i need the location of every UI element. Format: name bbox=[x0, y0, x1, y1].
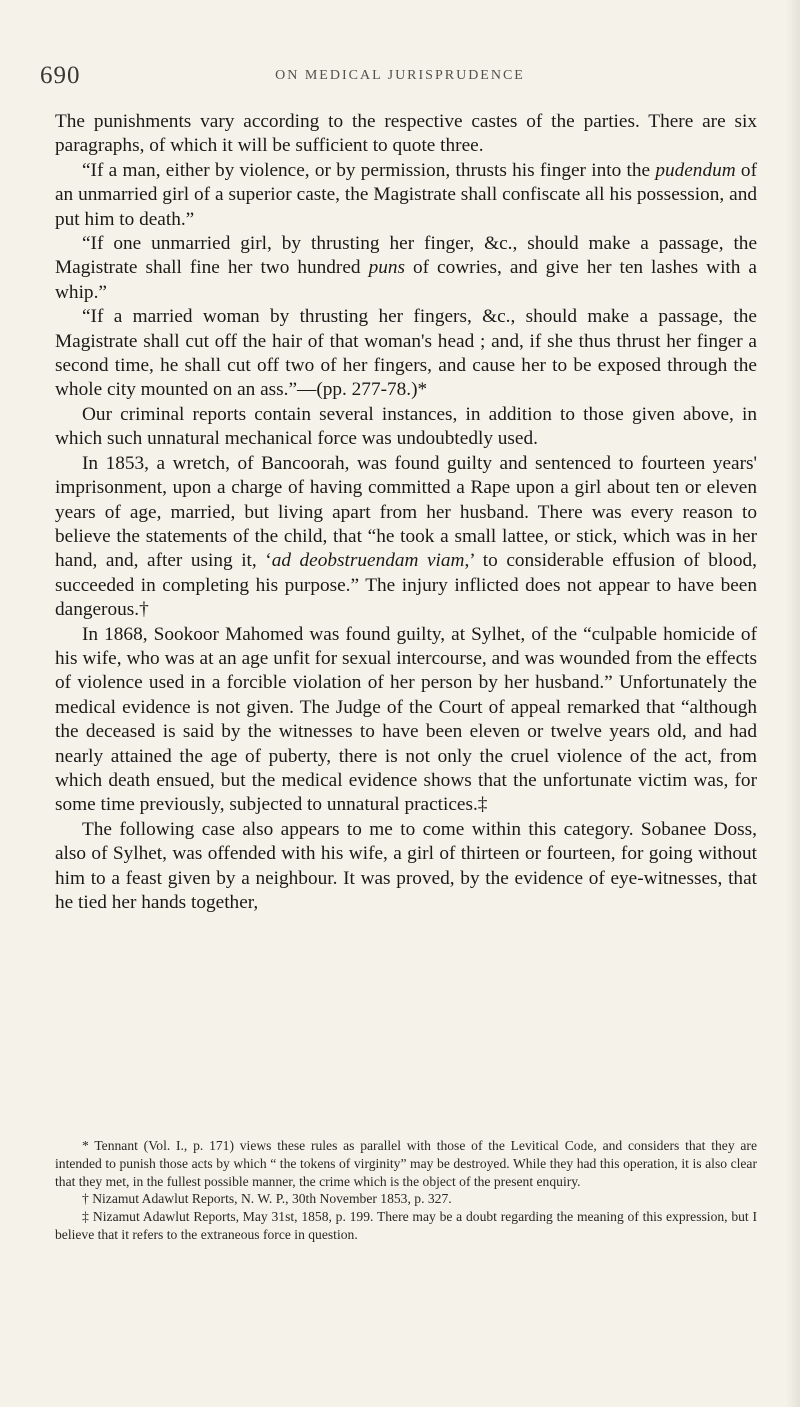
footnote: ‡ Nizamut Adawlut Reports, May 31st, 1858, p. 199. There may be a doubt regarding the meaning of this expression, but I believe that it refers to the extraneous force in question. bbox=[55, 1209, 757, 1242]
paragraph: “If a man, either by violence, or by permission, thrusts his finger into the pudendum of an unmarried girl of a superior caste, the Magistrate shall confiscate all his possession, and put him to death.” bbox=[55, 159, 757, 230]
italic-term: pudendum bbox=[655, 159, 736, 181]
paragraph: “If one unmarried girl, by thrusting her finger, &c., should make a passage, the Magistrate shall fine her two hundred puns of cowries, and give her ten lashes with a whip.” bbox=[55, 233, 757, 303]
footnotes bbox=[55, 1137, 757, 1244]
paragraph: The following case also appears to me to come within this category. Sobanee Doss, also of Sylhet, was offended with his wife, a girl of thirteen or fourteen, for going without him to a feast given by a neighbour. It was proved, by the evidence of eye-witnesses, that he tied her hands together, bbox=[55, 818, 757, 913]
paragraph: In 1868, Sookoor Mahomed was found guilty, at Sylhet, of the “culpable homicide of his wife, who was at an age unfit for sexual intercourse, and was wounded from the effects of violence used in a forcible violation of her person by her husband.” Unfortunately the medical evidence is not given. The Judge of the Court of appeal remarked that “although the deceased is said by the witnesses to have been eleven or twelve years old, and had nearly attained the age of puberty, there is not only the cruel violence of the act, from which death ensued, but the medical evidence shows that the unfortunate victim was, for some time previously, subjected to unnatural practices.‡ bbox=[55, 623, 757, 816]
italic-term: ad deobstruendam viam bbox=[271, 550, 465, 572]
running-head: ON MEDICAL JURISPRUDENCE bbox=[275, 68, 525, 83]
page-edge-shadow bbox=[786, 0, 800, 1407]
page-number: 690 bbox=[40, 62, 81, 89]
paragraph: In 1853, a wretch, of Bancoorah, was found guilty and sentenced to fourteen years' imprisonment, upon a charge of having committed a Rape upon a girl about ten or eleven years of age, married, but living apart from her husband. There was every reason to believe the statements of the child, that “he took a small lattee, or stick, which was in her hand, and, after using it, ‘ad deobstruendam viam,’ to considerable effusion of blood, succeeded in completing his purpose.” The injury inflicted does not appear to have been dangerous.† bbox=[55, 452, 757, 621]
paragraph: Our criminal reports contain several instances, in addition to those given above, in which such unnatural mechanical force was undoubtedly used. bbox=[55, 403, 757, 450]
paragraph: The punishments vary according to the respective castes of the parties. There are six paragraphs, of which it will be sufficient to quote three. bbox=[55, 111, 757, 157]
body-text bbox=[55, 110, 757, 915]
footnote: † Nizamut Adawlut Reports, N. W. P., 30th November 1853, p. 327. bbox=[82, 1191, 452, 1207]
footnote: * Tennant (Vol. I., p. 171) views these rules as parallel with those of the Levitical Code, and considers that they are intended to punish those acts by which “ the tokens of virginity” may be destroyed. While they had this operation, it is also clear that they met, in the fullest possible manner, the crime which is the object of the present enquiry. bbox=[55, 1138, 757, 1189]
italic-term: puns bbox=[368, 257, 405, 279]
page-header bbox=[40, 62, 760, 92]
paragraph: “If a married woman by thrusting her fingers, &c., should make a passage, the Magistrate shall cut off the hair of that woman's head ; and, if she thus thrust her finger a second time, he shall cut off two of her fingers, and cause her to be exposed through the whole city mounted on an ass.”—(pp. 277-78.)* bbox=[55, 306, 757, 401]
